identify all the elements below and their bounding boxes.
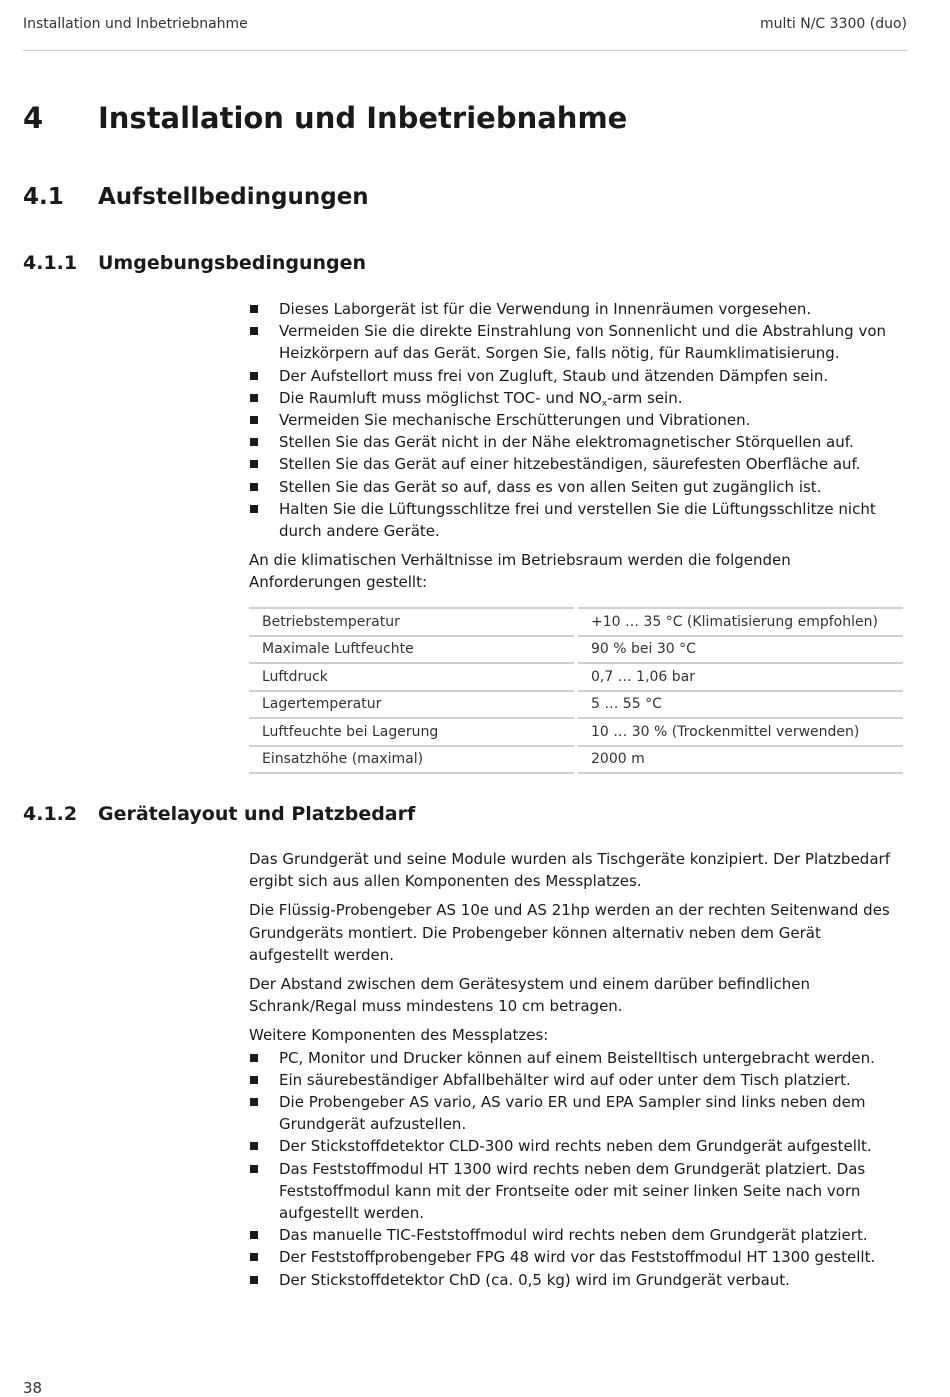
layout-content [249, 848, 904, 1291]
list-item: Halten Sie die Lüftungsschlitze frei und verstellen Sie die Lüftungsschlitze nicht durch andere Geräte. [249, 498, 904, 542]
chapter-title: Installation und Inbetriebnahme [98, 101, 628, 135]
table-cell-value: 5 … 55 °C [578, 690, 903, 718]
layout-paragraph: Weitere Komponenten des Messplatzes: [249, 1026, 549, 1045]
list-item [249, 387, 904, 409]
table-cell-key: Luftdruck [249, 662, 574, 690]
list-item: Der Stickstoffdetektor ChD (ca. 0,5 kg) wird im Grundgerät verbaut. [249, 1269, 904, 1291]
list-item: Das Feststoffmodul HT 1300 wird rechts neben dem Grundgerät platziert. Das Feststoffmodul kann mit der Frontseite oder mit seiner linken Seite nach vorn aufgestellt werden. [249, 1158, 904, 1225]
header-product-name: multi N/C 3300 (duo) [760, 16, 907, 32]
chapter-heading [23, 101, 627, 135]
table-row [249, 745, 903, 775]
environment-content [249, 298, 904, 594]
subsection-heading-environment [23, 252, 366, 274]
table-row [249, 607, 903, 635]
list-item-text-tail: -arm sein. [607, 388, 683, 407]
list-item: Der Aufstellort muss frei von Zugluft, Staub und ätzenden Dämpfen sein. [249, 365, 904, 387]
table-cell-key: Luftfeuchte bei Lagerung [249, 717, 574, 745]
table-cell-key: Maximale Luftfeuchte [249, 635, 574, 663]
table-row [249, 662, 903, 690]
climate-intro-paragraph: An die klimatischen Verhältnisse im Betriebsraum werden die folgenden Anforderungen gestellt: [249, 551, 791, 592]
list-item: Die Probengeber AS vario, AS vario ER und EPA Sampler sind links neben dem Grundgerät aufzustellen. [249, 1091, 904, 1135]
table-cell-key: Einsatzhöhe (maximal) [249, 745, 574, 775]
table-row [249, 690, 903, 718]
subscript-x: x [601, 398, 608, 409]
table-cell-key: Lagertemperatur [249, 690, 574, 718]
components-bullet-list [249, 1047, 904, 1291]
table-row [249, 717, 903, 745]
layout-paragraph: Das Grundgerät und seine Module wurden als Tischgeräte konzipiert. Der Platzbedarf ergibt sich aus allen Komponenten des Messplatzes. [249, 850, 890, 891]
list-item: Der Feststoffprobengeber FPG 48 wird vor das Feststoffmodul HT 1300 gestellt. [249, 1246, 904, 1268]
subsection-heading-layout [23, 803, 415, 825]
list-item: Der Stickstoffdetektor CLD-300 wird rechts neben dem Grundgerät aufgestellt. [249, 1135, 904, 1157]
list-item: Dieses Laborgerät ist für die Verwendung in Innenräumen vorgesehen. [249, 298, 904, 320]
table-cell-value: 10 … 30 % (Trockenmittel verwenden) [578, 717, 903, 745]
subsection-title: Umgebungsbedingungen [98, 252, 367, 274]
section-number: 4.1 [23, 184, 64, 210]
section-title: Aufstellbedingungen [98, 184, 369, 210]
section-heading [23, 184, 369, 210]
layout-paragraph: Die Flüssig-Probengeber AS 10e und AS 21hp werden an der rechten Seitenwand des Grundgeräts montiert. Die Probengeber können alternativ neben dem Gerät aufgestellt werden. [249, 901, 890, 964]
table-cell-value: 2000 m [578, 745, 903, 775]
list-item: Stellen Sie das Gerät nicht in der Nähe elektromagnetischer Störquellen auf. [249, 431, 904, 453]
climate-requirements-table [249, 607, 903, 774]
list-item: Vermeiden Sie mechanische Erschütterungen und Vibrationen. [249, 409, 904, 431]
chapter-number: 4 [23, 101, 44, 135]
list-item: Das manuelle TIC-Feststoffmodul wird rechts neben dem Grundgerät platziert. [249, 1224, 904, 1246]
running-header [23, 0, 907, 51]
list-item: Stellen Sie das Gerät auf einer hitzebeständigen, säurefesten Oberfläche auf. [249, 453, 904, 475]
table-row [249, 635, 903, 663]
table-cell-key: Betriebstemperatur [249, 607, 574, 635]
table-cell-value: 0,7 … 1,06 bar [578, 662, 903, 690]
header-chapter-title: Installation und Inbetriebnahme [23, 16, 248, 32]
list-item: Vermeiden Sie die direkte Einstrahlung von Sonnenlicht und die Abstrahlung von Heizkörpern auf das Gerät. Sorgen Sie, falls nötig, für Raumklimatisierung. [249, 320, 904, 364]
list-item-text: Die Raumluft muss möglichst TOC- und NO [279, 388, 602, 407]
table-cell-value: 90 % bei 30 °C [578, 635, 903, 663]
table-cell-value: +10 … 35 °C (Klimatisierung empfohlen) [578, 607, 903, 635]
environment-bullet-list [249, 298, 904, 542]
subsection-title: Gerätelayout und Platzbedarf [98, 803, 416, 825]
subsection-number: 4.1.2 [23, 803, 78, 825]
list-item: Stellen Sie das Gerät so auf, dass es von allen Seiten gut zugänglich ist. [249, 476, 904, 498]
list-item: Ein säurebeständiger Abfallbehälter wird auf oder unter dem Tisch platziert. [249, 1069, 904, 1091]
page-number: 38 [23, 1379, 43, 1397]
layout-paragraph: Der Abstand zwischen dem Gerätesystem und einem darüber befindlichen Schrank/Regal muss mindestens 10 cm betragen. [249, 975, 810, 1016]
subsection-number: 4.1.1 [23, 252, 78, 274]
list-item: PC, Monitor und Drucker können auf einem Beistelltisch untergebracht werden. [249, 1047, 904, 1069]
